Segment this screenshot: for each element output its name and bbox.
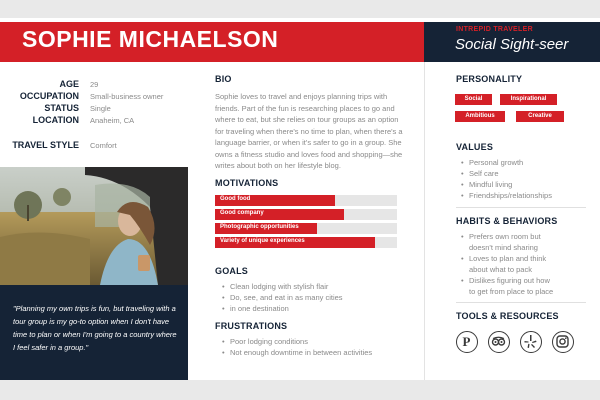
section-divider [456, 207, 586, 208]
personality-tag: Ambitious [455, 111, 505, 122]
list-item: • Dislikes figuring out how [461, 275, 553, 286]
values-list [461, 157, 552, 201]
list-item: • Mindful living [461, 179, 552, 190]
list-item: about what to pack [469, 265, 532, 274]
motivation-bar-track [215, 209, 397, 220]
personality-tag: Creative [516, 111, 564, 122]
motivation-bar-label: Good company [220, 210, 264, 216]
list-item: • Self care [461, 168, 552, 179]
list-item: • Do, see, and eat in as many cities [222, 292, 343, 303]
instagram-icon[interactable] [552, 331, 574, 353]
motivations-title: MOTIVATIONS [215, 178, 279, 188]
persona-title: Social Sight-seer [455, 36, 569, 53]
persona-eyebrow: INTREPID TRAVELER [456, 26, 533, 33]
age-value: 29 [90, 80, 99, 89]
motivation-bar-label: Photographic opportunities [220, 224, 299, 230]
motivation-bar-label: Variety of unique experiences [220, 238, 305, 244]
list-item: doesn't mind sharing [469, 243, 538, 252]
travel-style-value: Comfort [90, 141, 117, 150]
list-item: • Prefers own room but [461, 231, 553, 242]
goals-list [222, 281, 343, 314]
habits-title: HABITS & BEHAVIORS [456, 216, 558, 226]
age-label: AGE [59, 79, 79, 89]
goals-title: GOALS [215, 266, 249, 276]
status-label: STATUS [44, 103, 79, 113]
tripadvisor-icon[interactable] [488, 331, 510, 353]
svg-text:P: P [462, 334, 471, 349]
persona-photo [0, 167, 188, 285]
bio-title: BIO [215, 74, 232, 84]
list-item: • in one destination [222, 303, 343, 314]
frustrations-title: FRUSTRATIONS [215, 321, 288, 331]
location-label: LOCATION [32, 115, 79, 125]
list-item: • Personal growth [461, 157, 552, 168]
persona-name: SOPHIE MICHAELSON [22, 26, 279, 52]
column-divider [424, 62, 425, 380]
list-item: • Friendships/relationships [461, 190, 552, 201]
motivation-bar-track [215, 195, 397, 206]
habits-list [461, 231, 553, 297]
section-divider [456, 302, 586, 303]
values-title: VALUES [456, 142, 494, 152]
frustrations-list [222, 336, 372, 358]
motivation-bar-track [215, 237, 397, 248]
list-item: • Poor lodging conditions [222, 336, 372, 347]
personality-tag: Inspirational [500, 94, 557, 105]
list-item: • Clean lodging with stylish flair [222, 281, 343, 292]
travel-style-label: TRAVEL STYLE [12, 140, 79, 150]
pinterest-icon[interactable] [456, 331, 478, 353]
yelp-icon[interactable] [520, 331, 542, 353]
location-value: Anaheim, CA [90, 116, 135, 125]
list-item: to get from place to place [469, 287, 554, 296]
occupation-label: OCCUPATION [19, 91, 79, 101]
occupation-value: Small-business owner [90, 92, 164, 101]
motivation-bar-track [215, 223, 397, 234]
persona-quote: "Planning my own trips is fun, but traveling with a tour group is my go-to option when I don't have time to plan or when I'm going to a country where I feel safer in a group." [13, 304, 177, 352]
personality-tag: Social [455, 94, 492, 105]
bio-text: Sophie loves to travel and enjoys planning trips with friends. Part of the fun is researching places to go and where to eat, but she relies on tour groups as an option for traveling when there's no time to plan, when there's a language barrier, or when it's safer to go in a group. She owns a fitness studio and loves food and shopping—she writes about both on her lifestyle blog. [215, 92, 403, 170]
motivation-bar-label: Good food [220, 196, 251, 202]
list-item: • Loves to plan and think [461, 253, 553, 264]
tools-title: TOOLS & RESOURCES [456, 311, 559, 321]
status-value: Single [90, 104, 111, 113]
personality-title: PERSONALITY [456, 74, 523, 84]
list-item: • Not enough downtime in between activities [222, 347, 372, 358]
